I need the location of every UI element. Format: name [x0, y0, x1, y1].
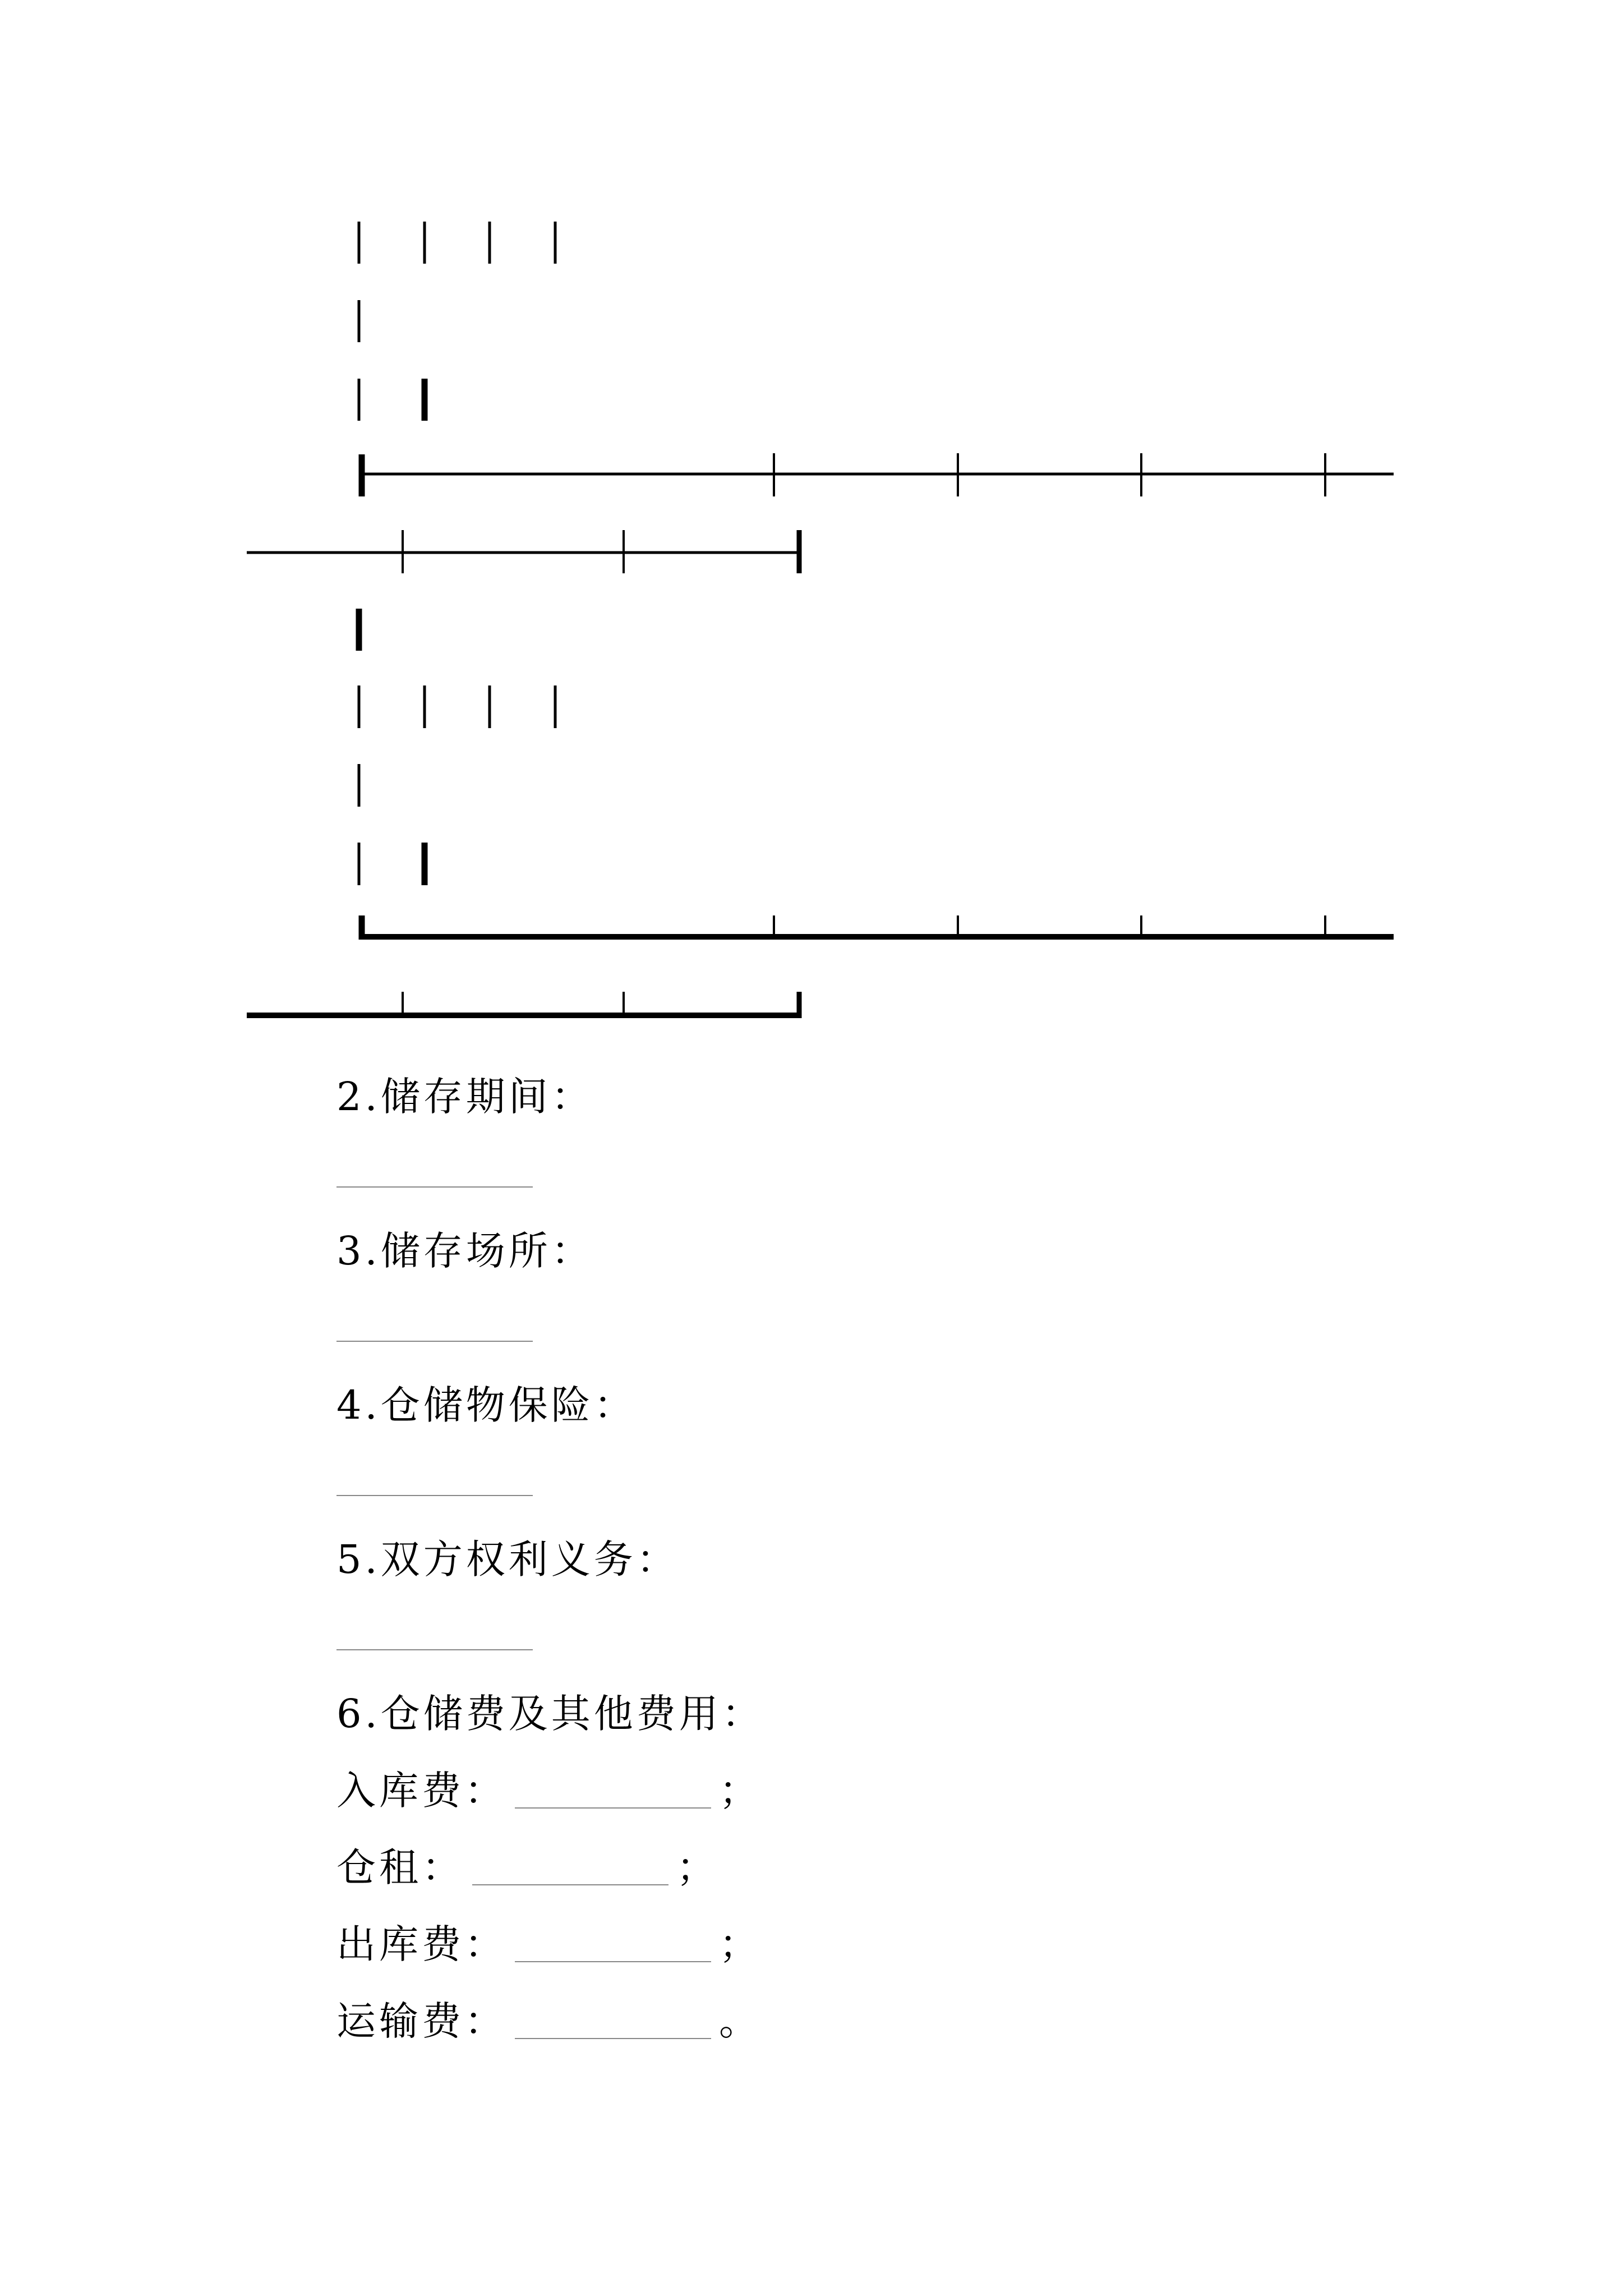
section-storage-period: 2.储存期间： — [336, 1074, 594, 1120]
fee-end: ； — [719, 1768, 762, 1814]
fee-row-inbound — [336, 1768, 762, 1814]
fee-blank[interactable] — [515, 1960, 711, 1962]
fee-label: 出库费： — [336, 1921, 507, 1967]
storage-location-blank[interactable] — [336, 1341, 533, 1342]
storage-period-blank[interactable] — [336, 1186, 533, 1188]
goods-insurance-blank[interactable] — [336, 1495, 533, 1496]
section-rights-obligations: 5.双方权利义务： — [336, 1536, 679, 1582]
fee-end: ； — [676, 1844, 719, 1890]
fee-blank[interactable] — [515, 1806, 711, 1809]
fee-label: 仓租： — [336, 1844, 464, 1890]
fee-row-rent — [336, 1844, 719, 1890]
fee-blank[interactable] — [515, 2037, 711, 2039]
table-frame — [0, 0, 1623, 1027]
fee-row-outbound — [336, 1921, 762, 1967]
fee-blank[interactable] — [472, 1883, 668, 1885]
fee-label: 入库费： — [336, 1768, 507, 1814]
section-goods-insurance: 4.仓储物保险： — [336, 1382, 637, 1428]
fee-label: 运输费： — [336, 1998, 507, 2044]
section-fees-heading: 6.仓储费及其他费用： — [336, 1691, 764, 1737]
fee-row-transport — [336, 1998, 762, 2044]
fee-end: ； — [719, 1921, 762, 1967]
section-storage-location: 3.储存场所： — [336, 1228, 594, 1274]
rights-obligations-blank[interactable] — [336, 1649, 533, 1650]
fee-end: 。 — [719, 1998, 762, 2044]
